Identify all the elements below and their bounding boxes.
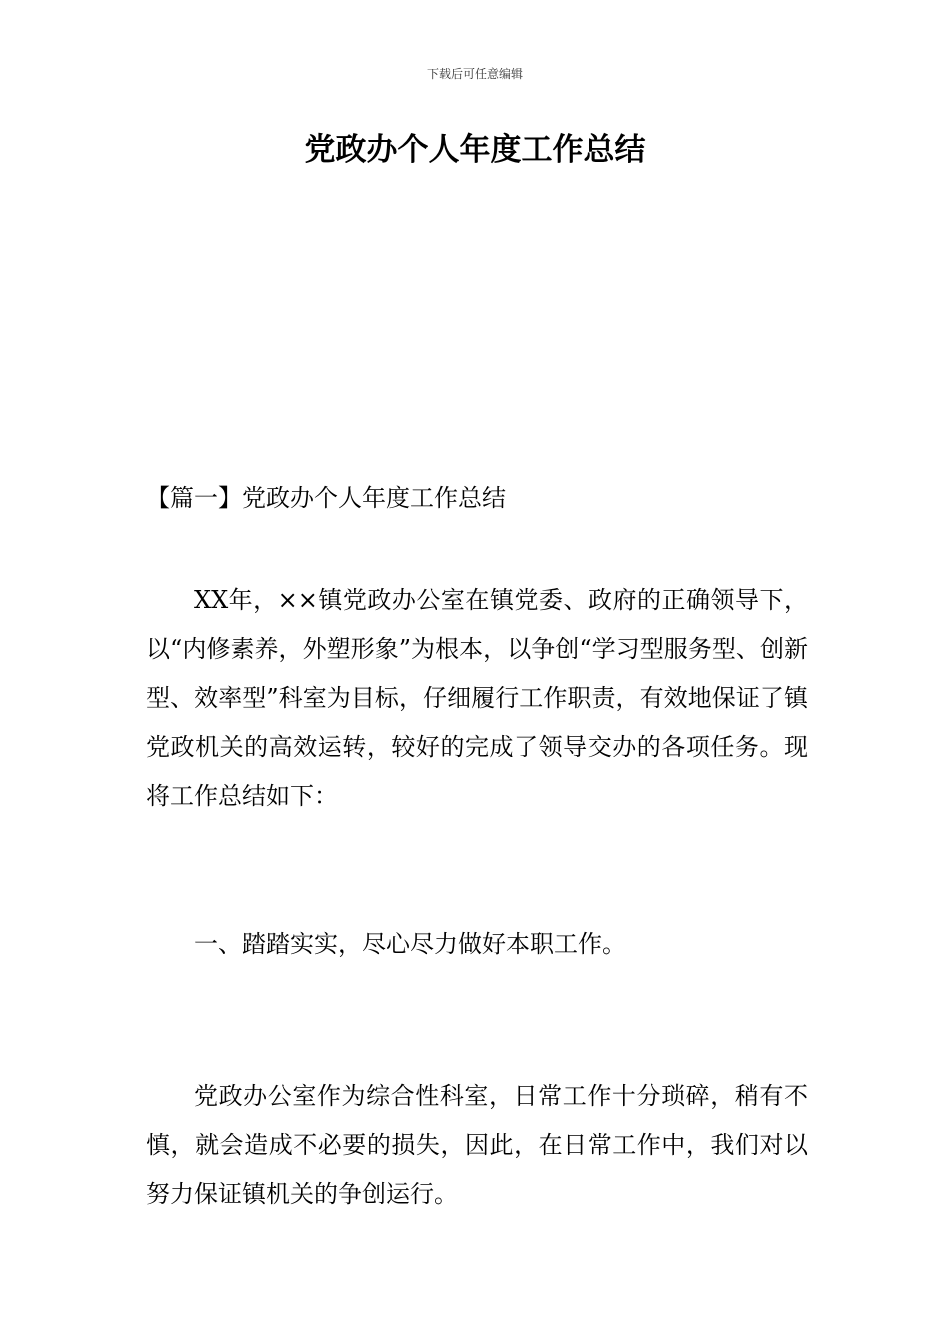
paragraph-intro: XX年，××镇党政办公室在镇党委、政府的正确领导下，以“内修素养，外塑形象”为根本，以争创“学习型服务型、创新型、效率型”科室为目标，仔细履行工作职责，有效地保证了镇党政机关的高效运转，较好的完成了领导交办的各项任务。现将工作总结如下： <box>146 586 808 810</box>
document-title: 党政办个人年度工作总结 <box>304 132 646 168</box>
paragraph-subheading: 一、踏踏实实，尽心尽力做好本职工作。 <box>194 930 626 958</box>
section-heading: 【篇一】党政办个人年度工作总结 <box>146 484 506 512</box>
page-header-note: 下载后可任意编辑 <box>426 67 523 81</box>
paragraph-body: 党政办公室作为综合性科室，日常工作十分琐碎，稍有不慎，就会造成不必要的损失，因此，在日常工作中，我们对以努力保证镇机关的争创运行。 <box>146 1082 808 1208</box>
